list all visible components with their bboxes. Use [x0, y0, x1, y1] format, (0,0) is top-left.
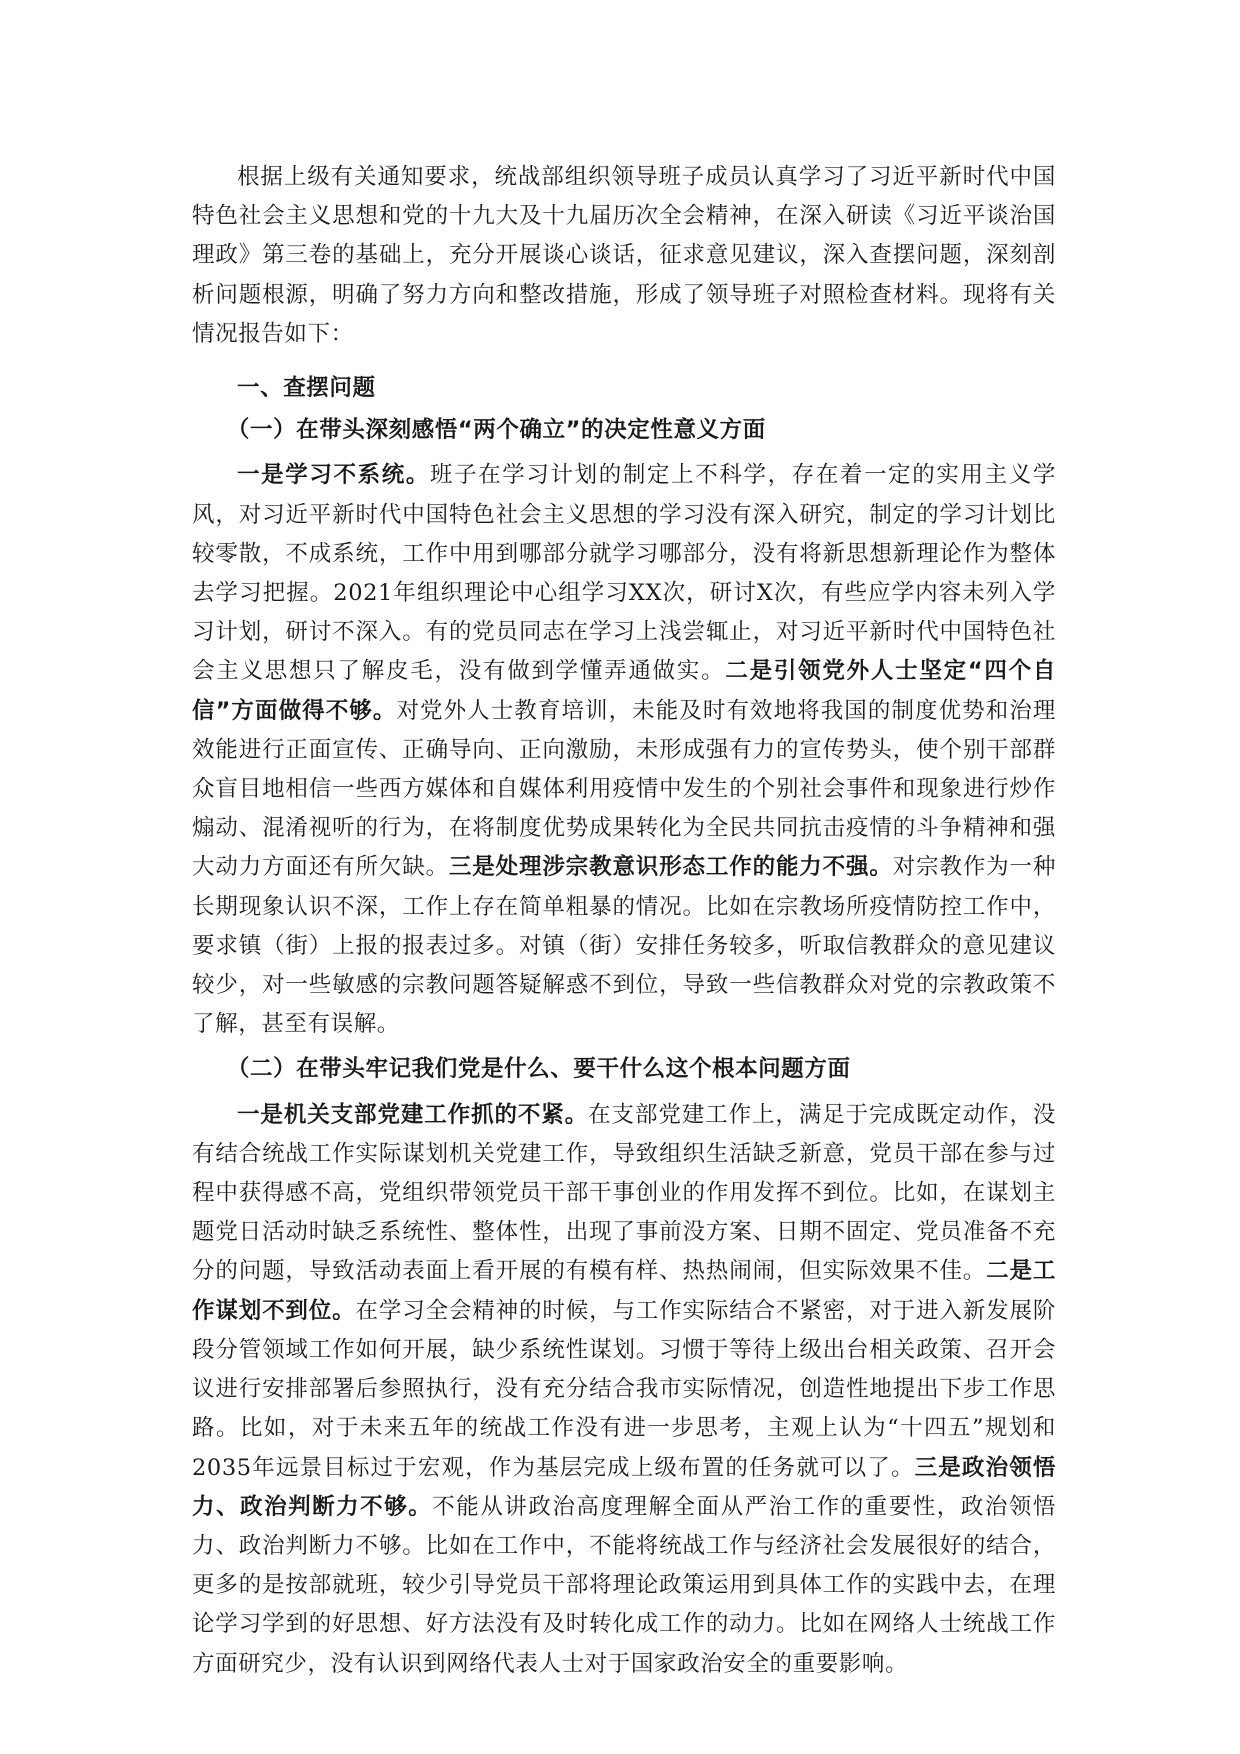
intro-paragraph: 根据上级有关通知要求，统战部组织领导班子成员认真学习了习近平新时代中国特色社会主义思想和党的十九大及十九届历次全会精神，在深入研读《习近平谈治国理政》第三卷的基础上，充分开展谈心谈话，征求意见建议，深入查摆问题，深刻剖析问题根源，明确了努力方向和整改措施，形成了领导班子对照检查材料。现将有关情况报告如下：	[192, 164, 1056, 347]
point-1-1-text: 班子在学习计划的制定上不科学，存在着一定的实用主义学风，对习近平新时代中国特色社会主义思想的学习没有深入研究，制定的学习计划比较零散，不成系统，工作中用到哪部分就学习哪部分，没有将新思想新理论作为整体去学习把握。2021年组织理论中心组学习XX次，研讨X次，有些应学内容未列入学习计划，研讨不深入。有的党员同志在学习上浅尝辄止，对习近平新时代中国特色社会主义思想只了解皮毛，没有做到学懂弄通做实。	[192, 462, 1056, 685]
point-1-2-text: 对党外人士教育培训，未能及时有效地将我国的制度优势和治理效能进行正面宣传、正确导向、正向激励，未形成强有力的宣传势头，使个别干部群众盲目地相信一些西方媒体和自媒体利用疫情中发生的个别社会事件和现象进行炒作煽动、混淆视听的行为，在将制度优势成果转化为全民共同抗击疫情的斗争精神和强大动力方面还有所欠缺。	[192, 697, 1056, 881]
point-1-2-title: 二是引领党外人士坚定“四个自信”方面做得不够。	[192, 658, 1056, 724]
subsection-heading-1: （一）在带头深刻感悟“两个确立”的决定性意义方面	[226, 417, 766, 444]
point-2-2-text: 在学习全会精神的时候，与工作实际结合不紧密，对于进入新发展阶段分管领域工作如何开展，缺少系统性谋划。习惯于等待上级出台相关政策、召开会议进行安排部署后参照执行，没有充分结合我市实际情况，创造性地提出下步工作思路。比如，对于未来五年的统战工作没有进一步思考，主观上认为“十四五”规划和2035年远景目标过于宏观，作为基层完成上级布置的任务就可以了。	[192, 1297, 1056, 1481]
point-2-3-text: 不能从讲政治高度理解全面从严治工作的重要性，政治领悟力、政治判断力不够。比如在工作中，不能将统战工作与经济社会发展很好的结合，更多的是按部就班，较少引导党员干部将理论政策运用到具体工作的实践中去，在理论学习学到的好思想、好方法没有及时转化成工作的动力。比如在网络人士统战工作方面研究少，没有认识到网络代表人士对于国家政治安全的重要影响。	[192, 1493, 1056, 1677]
point-1-1-title: 一是学习不系统。	[237, 462, 430, 489]
subsection-1-body	[192, 456, 1056, 1044]
section-heading-1: 一、查摆问题	[237, 375, 376, 402]
document-page	[192, 158, 1056, 1684]
subsection-heading-2: （二）在带头牢记我们党是什么、要干什么这个根本问题方面	[226, 1056, 851, 1083]
point-1-3-text: 对宗教作为一种长期现象认识不深，工作上存在简单粗暴的情况。比如在宗教场所疫情防控工作中，要求镇（街）上报的报表过多。对镇（街）安排任务较多，听取信教群众的意见建议较少，对一些敏感的宗教问题答疑解惑不到位，导致一些信教群众对党的宗教政策不了解，甚至有误解。	[192, 854, 1056, 1038]
point-2-1-text: 在支部党建工作上，满足于完成既定动作，没有结合统战工作实际谋划机关党建工作，导致组织生活缺乏新意，党员干部在参与过程中获得感不高，党组织带领党员干部干事创业的作用发挥不到位。比如，在谋划主题党日活动时缺乏系统性、整体性，出现了事前没方案、日期不固定、党员准备不充分的问题，导致活动表面上看开展的有模有样、热热闹闹，但实际效果不佳。	[192, 1101, 1056, 1285]
point-1-3-title: 三是处理涉宗教意识形态工作的能力不强。	[448, 854, 893, 881]
point-2-1-title: 一是机关支部党建工作抓的不紧。	[237, 1101, 589, 1128]
point-2-3-title: 三是政治领悟力、政治判断力不够。	[192, 1454, 1056, 1520]
subsection-2-body	[192, 1096, 1056, 1684]
point-2-2-title: 二是工作谋划不到位。	[192, 1258, 1056, 1324]
